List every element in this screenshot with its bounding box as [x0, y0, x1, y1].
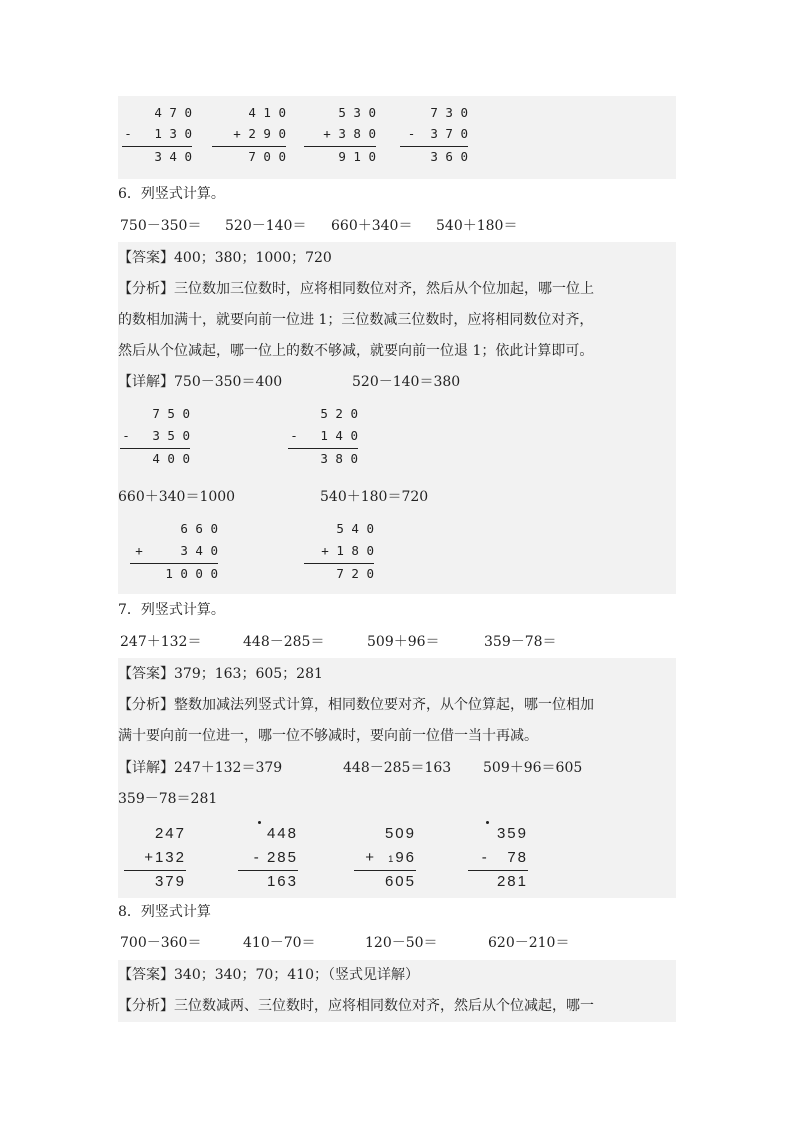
detail-equation: 660＋340＝1000: [118, 489, 236, 505]
vertical-calc: 4 1 0 + 2 9 0 7 0 0: [212, 106, 286, 166]
question-title: 7．列竖式计算。: [118, 602, 225, 618]
detail-equation: 520－140＝380: [352, 374, 461, 390]
vertical-calc: 509 + 196 605: [354, 825, 416, 891]
answer-text: 【答案】379；163；605；281: [118, 666, 323, 682]
detail-equation: 540＋180＝720: [320, 489, 429, 505]
detail-equation: 359－78＝281: [118, 791, 218, 807]
vertical-calc: 6 6 0 + 3 4 0 1 0 0 0: [126, 522, 218, 584]
detail-equation: 【详解】247＋132＝379: [118, 760, 283, 776]
question-title: 6．列竖式计算。: [118, 186, 225, 202]
vertical-calc: 4 7 0 - 1 3 0 3 4 0: [120, 106, 192, 166]
detail-equation: 【详解】750－350＝400: [118, 374, 283, 390]
analysis-line: 【分析】三位数加三位数时，应将相同数位对齐，然后从个位加起，哪一位上: [118, 281, 594, 297]
answer-text: 【答案】400；380；1000；720: [118, 250, 332, 266]
analysis-line: 的数相加满十，就要向前一位进 1；三位数减三位数时，应将相同数位对齐，: [118, 312, 594, 328]
analysis-line: 满十要向前一位进一，哪一位不够减时，要向前一位借一当十再减。: [118, 728, 538, 744]
vertical-calc: 5 3 0 + 3 8 0 9 1 0: [304, 106, 376, 166]
detail-equation: 448－285＝163: [343, 760, 452, 776]
carry-mark: 1: [388, 854, 396, 864]
question-title: 8．列竖式计算: [118, 904, 211, 920]
vertical-calc: 7 5 0 - 3 5 0 4 0 0: [116, 407, 190, 467]
vertical-calc: 359 - 78 281: [466, 825, 528, 891]
analysis-line: 【分析】三位数减两、三位数时，应将相同数位对齐，然后从个位减起，哪一: [118, 998, 594, 1014]
analysis-line: 然后从个位减起，哪一位上的数不够减，就要向前一位退 1；依此计算即可。: [118, 343, 594, 359]
answer-text: 【答案】340；340；70；410；（竖式见详解）: [118, 967, 419, 983]
borrow-dot: [486, 821, 489, 824]
analysis-line: 【分析】整数加减法列竖式计算，相同数位要对齐，从个位算起，哪一位相加: [118, 697, 594, 713]
vertical-calc: 448 - 285 163: [238, 825, 298, 891]
vertical-calc: 247 +132 379: [124, 825, 186, 891]
borrow-dot: [258, 821, 261, 824]
vertical-calc: 5 2 0 - 1 4 0 3 8 0: [284, 407, 358, 467]
detail-equation: 509＋96＝605: [483, 760, 583, 776]
vertical-calc: 7 3 0 - 3 7 0 3 6 0: [396, 106, 468, 166]
vertical-calc: 5 4 0 + 1 8 0 7 2 0: [300, 522, 374, 584]
